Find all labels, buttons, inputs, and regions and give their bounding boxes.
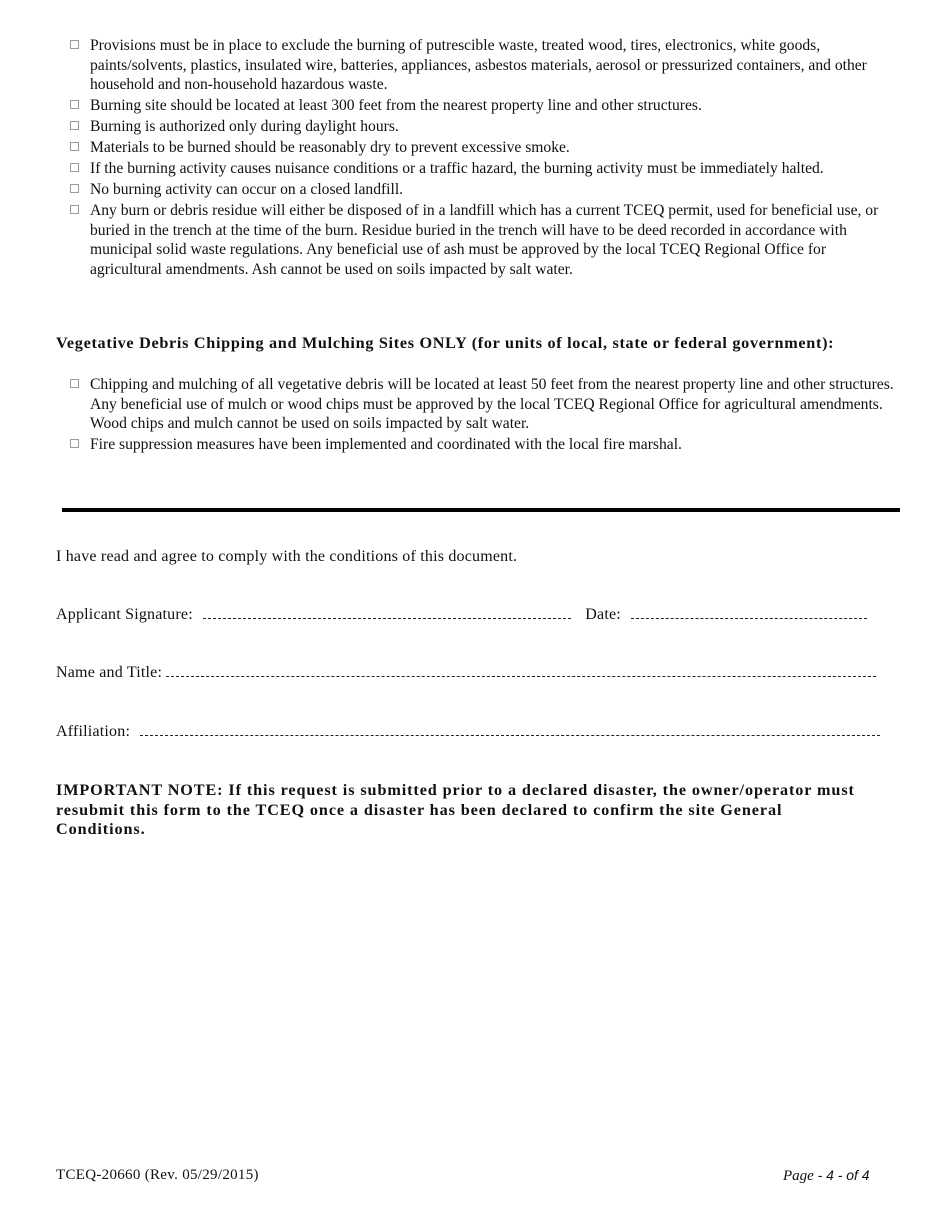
page-word: Page [783, 1168, 814, 1184]
checkbox[interactable] [70, 100, 79, 109]
checkbox[interactable] [70, 379, 79, 388]
checkbox[interactable] [70, 163, 79, 172]
condition-text: Chipping and mulching of all vegetative debris will be located at least 50 feet from the nearest property line and other structures. Any beneficial use of mulch or wood chips must be approved by the local TCEQ Regional Office for agricultural amendments. Wood chips and mulch cannot be used on soils impacted by salt water. [90, 376, 894, 432]
condition-text: Burning is authorized only during daylight hours. [90, 118, 399, 135]
list-item [70, 96, 900, 116]
list-item [70, 138, 900, 158]
checkbox[interactable] [70, 205, 79, 214]
name-title-field[interactable] [166, 664, 876, 677]
vegetative-conditions-list [70, 375, 900, 456]
list-item [70, 159, 900, 179]
page-indicator [783, 1167, 870, 1185]
checkbox[interactable] [70, 40, 79, 49]
condition-text: Provisions must be in place to exclude the burning of putrescible waste, treated wood, tires, electronics, white goods, paints/solvents, plastics, insulated wire, batteries, appliances, asbestos materials, aerosol or pressurized containers, and other household and non-household hazardous waste. [90, 37, 867, 93]
list-item [70, 201, 900, 279]
page-total: of 4 [846, 1167, 870, 1183]
signature-row [56, 606, 867, 624]
vegetative-section-heading: Vegetative Debris Chipping and Mulching Sites ONLY (for units of local, state or federal government): [56, 334, 835, 352]
condition-text: Any burn or debris residue will either be disposed of in a landfill which has a current TCEQ permit, used for beneficial use, or buried in the trench at the time of the burn. Residue buried in the trench will have to be deed recorded in accordance with municipal solid waste regulations. Any beneficial use of ash must be approved by the local TCEQ Regional Office for agricultural amendments. Ash cannot be used on soils impacted by salt water. [90, 202, 879, 278]
checkbox[interactable] [70, 184, 79, 193]
section-divider [62, 508, 900, 512]
condition-text: Burning site should be located at least 300 feet from the nearest property line and other structures. [90, 97, 702, 114]
name-title-label: Name and Title: [56, 664, 163, 681]
list-item [70, 375, 900, 434]
form-identifier: TCEQ-20660 (Rev. 05/29/2015) [56, 1167, 259, 1183]
date-label: Date: [585, 606, 621, 623]
general-conditions-list [70, 36, 900, 281]
condition-text: If the burning activity causes nuisance conditions or a traffic hazard, the burning activity must be immediately halted. [90, 160, 824, 177]
affiliation-label: Affiliation: [56, 723, 131, 740]
applicant-signature-field[interactable] [203, 606, 571, 619]
list-item [70, 117, 900, 137]
list-item [70, 180, 900, 200]
affiliation-row [56, 723, 880, 741]
agreement-statement: I have read and agree to comply with the conditions of this document. [56, 548, 518, 565]
important-note: IMPORTANT NOTE: If this request is submitted prior to a declared disaster, the owner/operator must resubmit this form to the TCEQ once a disaster has been declared to confirm the site General Conditions. [56, 781, 855, 838]
page-number: - 4 - [817, 1167, 843, 1183]
affiliation-field[interactable] [140, 723, 880, 736]
condition-text: Materials to be burned should be reasonably dry to prevent excessive smoke. [90, 139, 570, 156]
list-item [70, 435, 900, 455]
checkbox[interactable] [70, 121, 79, 130]
applicant-signature-label: Applicant Signature: [56, 606, 193, 623]
condition-text: No burning activity can occur on a closed landfill. [90, 181, 404, 198]
list-item [70, 36, 900, 95]
checkbox[interactable] [70, 439, 79, 448]
date-field[interactable] [631, 606, 867, 619]
name-title-row [56, 664, 876, 682]
checkbox[interactable] [70, 142, 79, 151]
condition-text: Fire suppression measures have been implemented and coordinated with the local fire marshal. [90, 436, 682, 453]
